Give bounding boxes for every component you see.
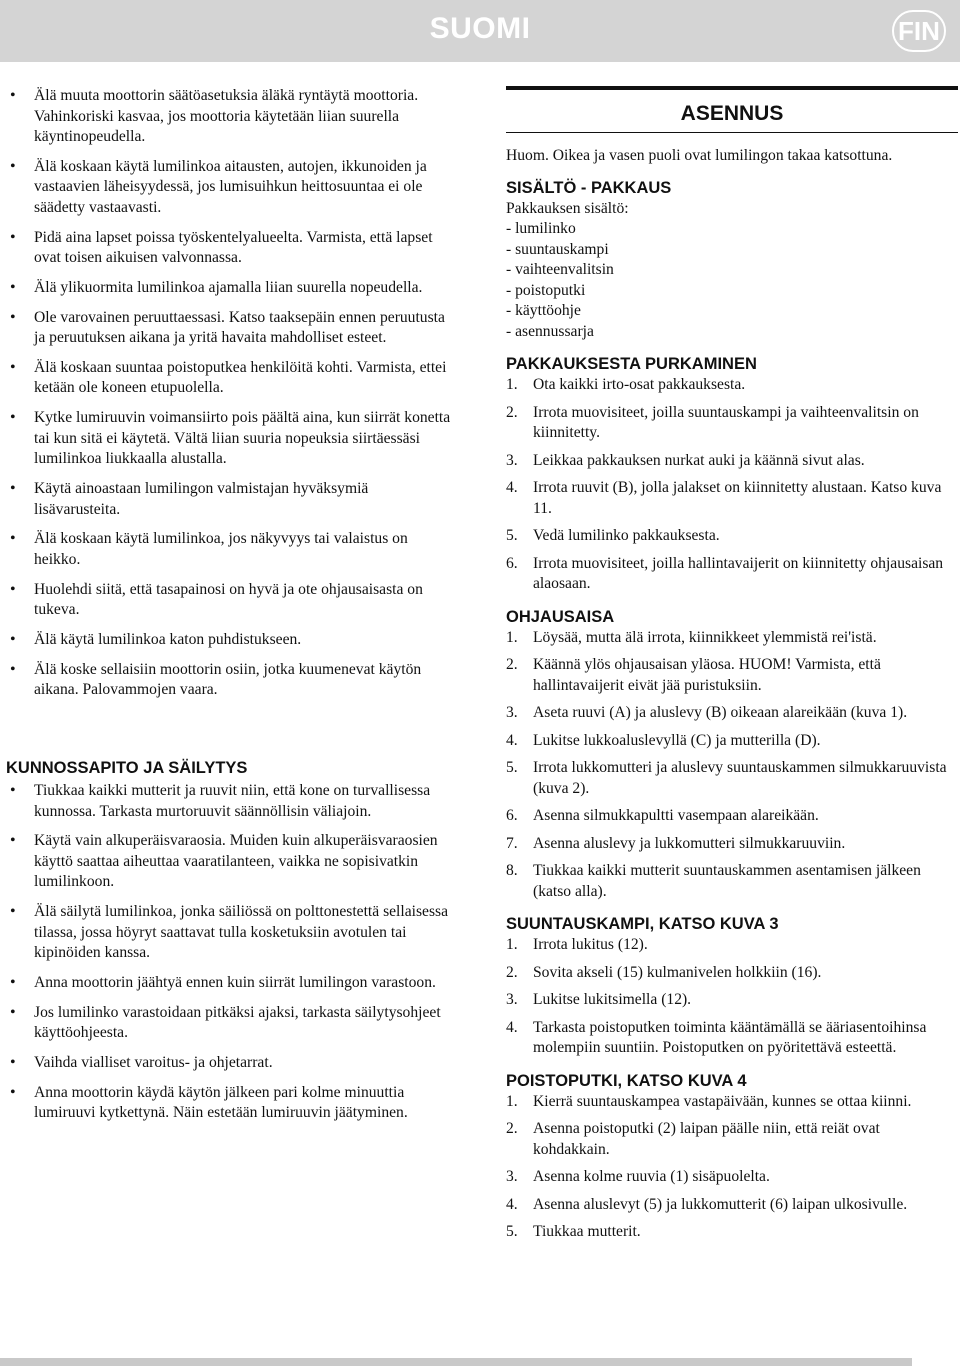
list-item: • Älä ylikuormita lumilinkoa ajamalla liian suurella nopeudella. xyxy=(6,278,454,299)
list-item: 2. Irrota muovisiteet, joilla suuntauskampi ja vaihteenvalitsin on kiinnitetty. xyxy=(506,403,919,441)
footer-bar xyxy=(0,1358,912,1366)
page-header xyxy=(0,0,960,62)
list-item: 5. Tiukkaa mutterit. xyxy=(506,1223,641,1240)
list-item: 1. Irrota lukitus (12). xyxy=(506,936,648,953)
maintenance-bullet-list xyxy=(6,781,454,1133)
section-rule-bottom xyxy=(506,132,958,133)
list-item: 2. Käännä ylös ohjausaisan yläosa. HUOM! Varmista, että hallintavaijerit eivät jää puristuksiin. xyxy=(506,656,881,694)
chute-steps xyxy=(506,1092,958,1243)
right-column xyxy=(506,146,958,1250)
list-item: • Älä koskaan käytä lumilinkoa, jos näkyvyys tai valaistus on heikko. xyxy=(6,529,454,570)
crank-heading: SUUNTAUSKAMPI, KATSO KUVA 3 xyxy=(506,915,779,933)
maintenance-heading: KUNNOSSAPITO JA SÄILYTYS xyxy=(6,759,248,777)
language-badge: FIN xyxy=(892,10,946,52)
list-item: 1. Ota kaikki irto-osat pakkauksesta. xyxy=(506,376,746,393)
list-item: 1. Löysää, mutta älä irrota, kiinnikkeet ylemmistä rei'istä. xyxy=(506,628,877,646)
list-item: 3. Lukitse lukitsimella (12). xyxy=(506,991,692,1008)
contents-list xyxy=(506,199,958,343)
list-item: • Pidä aina lapset poissa työskentelyalueelta. Varmista, että lapset ovat toisen aikuisen valvonnassa. xyxy=(6,228,454,269)
list-item: - vaihteenvalitsin xyxy=(506,261,614,278)
list-item: • Käytä vain alkuperäisvaraosia. Muiden kuin alkuperäisvaraosien käyttö saattaa aiheuttaa vaaratilanteen, vaikka ne sopisivatkin lumilinkoon. xyxy=(6,831,454,893)
crank-steps xyxy=(506,935,958,1059)
list-item: - lumilinko xyxy=(506,220,576,237)
list-item: • Anna moottorin jäähtyä ennen kuin siirrät lumilingon varastoon. xyxy=(6,973,454,994)
language-title: SUOMI xyxy=(429,12,531,45)
handle-steps xyxy=(506,628,958,903)
list-item: - poistoputki xyxy=(506,281,586,299)
list-item: 6. Asenna silmukkapultti vasempaan alareikään. xyxy=(506,807,819,824)
list-item: • Vaihda vialliset varoitus- ja ohjetarrat. xyxy=(6,1053,454,1074)
chute-heading: POISTOPUTKI, KATSO KUVA 4 xyxy=(506,1071,747,1090)
list-item: 4. Irrota ruuvit (B), jolla jalakset on kiinnitetty alustaan. Katso kuva 11. xyxy=(506,479,942,517)
list-item: 8. Tiukkaa kaikki mutterit suuntauskammen asentamisen jälkeen (katso alla). xyxy=(506,862,921,900)
list-item: 3. Asenna kolme ruuvia (1) sisäpuolelta. xyxy=(506,1168,770,1185)
list-item: • Jos lumilinko varastoidaan pitkäksi ajaksi, tarkasta säilytysohjeet käyttöohjeesta. xyxy=(6,1003,454,1044)
list-item: - käyttöohje xyxy=(506,302,581,319)
list-item: 3. Leikkaa pakkauksen nurkat auki ja käännä sivut alas. xyxy=(506,451,865,469)
list-item: • Kytke lumiruuvin voimansiirto pois päältä aina, kun siirrät konetta tai kun sitä ei käytetä. Vältä liian suuria nopeuksia siirtäessäsi lumilinkoa liukkaalla alustalla. xyxy=(6,408,454,470)
contents-heading: SISÄLTÖ - PAKKAUS xyxy=(506,178,672,197)
list-item: • Älä koskaan käytä lumilinkoa aitausten, autojen, ikkunoiden ja vastaavien läheisyydessä, jos lumisuihkun heittosuuntaa ei ole säädetty vastaavasti. xyxy=(6,157,454,219)
list-item: - suuntauskampi xyxy=(506,240,609,258)
list-item: 1. Kierrä suuntauskampea vastapäivään, kunnes se ottaa kiinni. xyxy=(506,1092,912,1110)
safety-bullet-list xyxy=(6,86,454,710)
list-item: 2. Asenna poistoputki (2) laipan päälle niin, että reiät ovat kohdakkain. xyxy=(506,1120,880,1158)
orientation-note: Huom. Oikea ja vasen puoli ovat lumilingon takaa katsottuna. xyxy=(506,147,893,164)
list-item: 3. Aseta ruuvi (A) ja aluslevy (B) oikeaan alareikään (kuva 1). xyxy=(506,704,908,721)
handle-heading: OHJAUSAISA xyxy=(506,607,615,626)
list-item: • Älä muuta moottorin säätöasetuksia äläkä ryntäytä moottoria. Vahinkoriski kasvaa, jos moottoria käytetään liian suurella käyntinopeudella. xyxy=(6,86,454,148)
list-item: - asennussarja xyxy=(506,322,594,340)
installation-title: ASENNUS xyxy=(680,102,784,125)
section-rule-top xyxy=(506,86,958,90)
list-item: • Tiukkaa kaikki mutterit ja ruuvit niin, että kone on turvallisessa kunnossa. Tarkasta murtoruuvit säännöllisin väliajoin. xyxy=(6,781,454,822)
list-item: • Älä käytä lumilinkoa katon puhdistukseen. xyxy=(6,630,454,651)
list-item: 5. Irrota lukkomutteri ja aluslevy suuntauskammen silmukkaruuvista (kuva 2). xyxy=(506,759,947,797)
list-item: 4. Tarkasta poistoputken toiminta kääntämällä se ääriasentoihinsa molempiin suuntiin. Poistoputken on pyöritettävä esteettä. xyxy=(506,1018,927,1056)
list-item: Pakkauksen sisältö: xyxy=(506,199,629,217)
list-item: 6. Irrota muovisiteet, joilla hallintavaijerit on kiinnitetty ohjausaisan alaosaan. xyxy=(506,554,944,592)
list-item: • Huolehdi siitä, että tasapainosi on hyvä ja ote ohjausaisasta on tukeva. xyxy=(6,580,454,621)
unpacking-steps xyxy=(506,375,958,595)
list-item: • Älä säilytä lumilinkoa, jonka säiliössä on polttonestettä sellaisessa tilassa, jossa höyryt saattavat tulla kosketuksiin avotulen tai kipinöiden kanssa. xyxy=(6,902,454,964)
list-item: 7. Asenna aluslevy ja lukkomutteri silmukkaruuviin. xyxy=(506,834,846,852)
list-item: • Käytä ainoastaan lumilingon valmistajan hyväksymiä lisävarusteita. xyxy=(6,479,454,520)
list-item: • Älä koskaan suuntaa poistoputkea henkilöitä kohti. Varmista, ettei ketään ole koneen etupuolella. xyxy=(6,358,454,399)
unpacking-heading: PAKKAUKSESTA PURKAMINEN xyxy=(506,355,757,373)
list-item: • Ole varovainen peruuttaessasi. Katso taaksepäin ennen peruutusta ja peruutuksen aikana ja yritä havaita mahdolliset esteet. xyxy=(6,308,454,349)
list-item: 2. Sovita akseli (15) kulmanivelen holkkiin (16). xyxy=(506,963,822,981)
list-item: 4. Asenna aluslevyt (5) ja lukkomutterit (6) laipan ulkosivulle. xyxy=(506,1195,908,1213)
list-item: 5. Vedä lumilinko pakkauksesta. xyxy=(506,527,720,544)
list-item: • Älä koske sellaisiin moottorin osiin, jotka kuumenevat käytön aikana. Palovammojen vaara. xyxy=(6,660,454,701)
list-item: • Anna moottorin käydä käytön jälkeen pari kolme minuuttia lumiruuvi kytkettynä. Näin estetään lumiruuvin jäätyminen. xyxy=(6,1083,454,1124)
list-item: 4. Lukitse lukkoaluslevyllä (C) ja mutterilla (D). xyxy=(506,731,821,749)
